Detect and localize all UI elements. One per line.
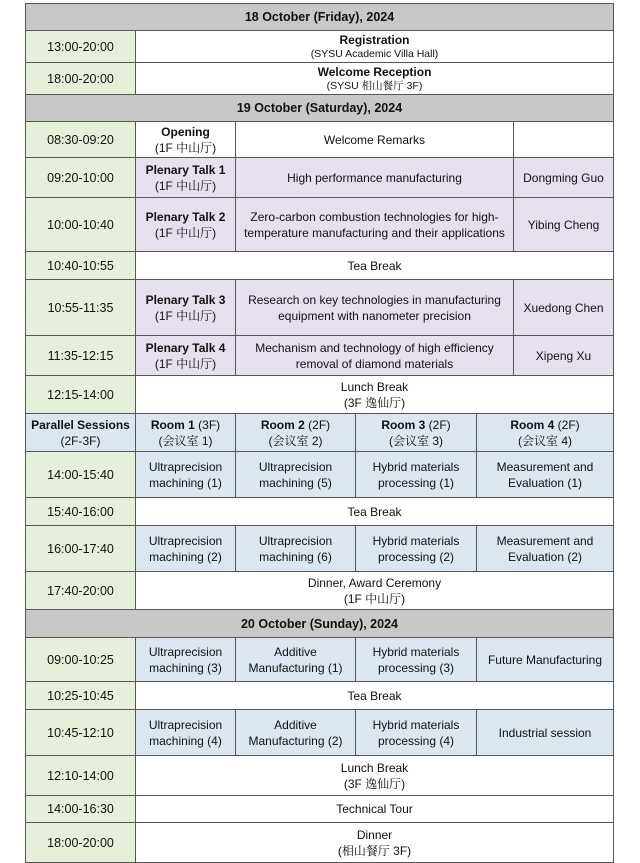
time-cell: 14:00-15:40: [26, 452, 136, 498]
talk-topic-cell: High performance manufacturing: [236, 158, 514, 198]
session-title-cell: [136, 280, 236, 336]
time-cell: 17:40-20:00: [26, 572, 136, 610]
session-title: Plenary Talk 2: [145, 209, 226, 224]
room-name: Room 4: [510, 417, 555, 432]
session-cell: Ultraprecision machining (4): [136, 710, 236, 756]
session-cell: Hybrid materials processing (1): [356, 452, 477, 498]
session-title-cell: [136, 122, 236, 158]
schedule-row: [26, 376, 614, 414]
schedule-row: [26, 122, 614, 158]
event-title: Dinner: [356, 827, 393, 842]
time-cell: 11:35-12:15: [26, 336, 136, 376]
day-header: 18 October (Friday), 2024: [26, 4, 614, 31]
room-sub: (会议室 2): [268, 433, 323, 448]
schedule-row: [26, 252, 614, 280]
room-sub: (会议室 3): [388, 433, 443, 448]
session-cell: Ultraprecision machining (3): [136, 638, 236, 682]
room-sub: (会议室 1): [158, 433, 213, 448]
session-location: (1F 中山厅): [154, 308, 217, 323]
room-floor: (2F): [428, 417, 451, 432]
event-cell: [136, 63, 614, 95]
room-floor: (2F): [308, 417, 331, 432]
time-cell: 10:40-10:55: [26, 252, 136, 280]
break-cell: [136, 376, 614, 414]
event-cell: [136, 31, 614, 63]
time-cell: 10:25-10:45: [26, 682, 136, 710]
parallel-sessions-label-cell: [26, 414, 136, 452]
room-header-cell: [356, 414, 477, 452]
session-title-cell: [136, 158, 236, 198]
talk-topic-cell: Mechanism and technology of high efficiency removal of diamond materials: [236, 336, 514, 376]
schedule-row: [26, 198, 614, 252]
schedule-row: [26, 572, 614, 610]
session-location: (1F 中山厅): [154, 225, 217, 240]
session-cell: Additive Manufacturing (2): [236, 710, 356, 756]
event-title: Dinner, Award Ceremony: [307, 575, 442, 590]
speaker-cell: Xipeng Xu: [514, 336, 614, 376]
room-header-cell: [136, 414, 236, 452]
schedule-row: [26, 336, 614, 376]
talk-topic-cell: Research on key technologies in manufacturing equipment with nanometer precision: [236, 280, 514, 336]
break-cell: [136, 756, 614, 796]
session-cell: Future Manufacturing: [477, 638, 614, 682]
session-title: Plenary Talk 1: [145, 162, 226, 177]
time-cell: 13:00-20:00: [26, 31, 136, 63]
time-cell: 14:00-16:30: [26, 796, 136, 823]
event-cell: [136, 572, 614, 610]
talk-topic-cell: Welcome Remarks: [236, 122, 514, 158]
parallel-sessions-floors: (2F-3F): [60, 433, 101, 448]
schedule-row: [26, 796, 614, 823]
event-location: (相山餐厅 3F): [337, 843, 412, 858]
session-location: (1F 中山厅): [154, 356, 217, 371]
event-location: (1F 中山厅): [343, 591, 406, 606]
time-cell: 09:00-10:25: [26, 638, 136, 682]
session-cell: Industrial session: [477, 710, 614, 756]
day-header: 19 October (Saturday), 2024: [26, 95, 614, 122]
room-name: Room 2: [260, 417, 305, 432]
schedule-row: [26, 63, 614, 95]
schedule-row: [26, 280, 614, 336]
time-cell: 10:45-12:10: [26, 710, 136, 756]
session-title-cell: [136, 198, 236, 252]
time-cell: 12:15-14:00: [26, 376, 136, 414]
break-location: (3F 逸仙厅): [343, 776, 406, 791]
room-name: Room 1: [150, 417, 195, 432]
schedule-row: [26, 710, 614, 756]
time-cell: 08:30-09:20: [26, 122, 136, 158]
session-cell: Ultraprecision machining (1): [136, 452, 236, 498]
session-cell: Hybrid materials processing (3): [356, 638, 477, 682]
break-location: (3F 逸仙厅): [343, 395, 406, 410]
session-cell: Ultraprecision machining (5): [236, 452, 356, 498]
session-cell: Ultraprecision machining (2): [136, 526, 236, 572]
event-cell: [136, 823, 614, 863]
time-cell: 15:40-16:00: [26, 498, 136, 526]
break-cell: Tea Break: [136, 682, 614, 710]
schedule-row: [26, 682, 614, 710]
schedule-row: [26, 498, 614, 526]
session-cell: Hybrid materials processing (4): [356, 710, 477, 756]
event-title: Registration: [339, 33, 410, 47]
schedule-row: [26, 526, 614, 572]
session-cell: Measurement and Evaluation (2): [477, 526, 614, 572]
schedule-row: [26, 452, 614, 498]
time-cell: 12:10-14:00: [26, 756, 136, 796]
room-name: Room 3: [381, 417, 426, 432]
room-header-cell: [477, 414, 614, 452]
room-floor: (2F): [557, 417, 580, 432]
speaker-cell: Yibing Cheng: [514, 198, 614, 252]
break-title: Lunch Break: [340, 760, 409, 775]
day-header-row: [26, 95, 614, 122]
schedule-table: [25, 3, 614, 863]
parallel-sessions-label: Parallel Sessions: [31, 417, 130, 432]
session-title: Plenary Talk 4: [145, 340, 226, 355]
session-cell: Hybrid materials processing (2): [356, 526, 477, 572]
time-cell: 16:00-17:40: [26, 526, 136, 572]
day-header-row: [26, 4, 614, 31]
day-header: 20 October (Sunday), 2024: [26, 610, 614, 638]
break-cell: Tea Break: [136, 252, 614, 280]
break-cell: Tea Break: [136, 498, 614, 526]
speaker-cell: Xuedong Chen: [514, 280, 614, 336]
session-location: (1F 中山厅): [154, 178, 217, 193]
room-floor: (3F): [198, 417, 221, 432]
session-location: (1F 中山厅): [154, 140, 217, 155]
event-location: (SYSU 相山餐厅 3F): [326, 80, 423, 92]
time-cell: 10:55-11:35: [26, 280, 136, 336]
event-location: (SYSU Academic Villa Hall): [310, 48, 439, 60]
talk-topic-cell: Zero-carbon combustion technologies for high-temperature manufacturing and their applications: [236, 198, 514, 252]
schedule-row: [26, 756, 614, 796]
schedule-row: [26, 31, 614, 63]
schedule-row: [26, 158, 614, 198]
schedule-row: [26, 823, 614, 863]
time-cell: 18:00-20:00: [26, 63, 136, 95]
break-title: Lunch Break: [340, 379, 409, 394]
time-cell: 18:00-20:00: [26, 823, 136, 863]
speaker-cell: Dongming Guo: [514, 158, 614, 198]
session-cell: Measurement and Evaluation (1): [477, 452, 614, 498]
session-title-cell: [136, 336, 236, 376]
session-cell: Ultraprecision machining (6): [236, 526, 356, 572]
parallel-sessions-header-row: [26, 414, 614, 452]
room-header-cell: [236, 414, 356, 452]
speaker-cell: [514, 122, 614, 158]
time-cell: 09:20-10:00: [26, 158, 136, 198]
event-cell: Technical Tour: [136, 796, 614, 823]
day-header-row: [26, 610, 614, 638]
event-title: Welcome Reception: [317, 65, 432, 79]
schedule-row: [26, 638, 614, 682]
session-title: Opening: [161, 124, 210, 139]
session-title: Plenary Talk 3: [145, 292, 226, 307]
session-cell: Additive Manufacturing (1): [236, 638, 356, 682]
room-sub: (会议室 4): [517, 433, 572, 448]
time-cell: 10:00-10:40: [26, 198, 136, 252]
